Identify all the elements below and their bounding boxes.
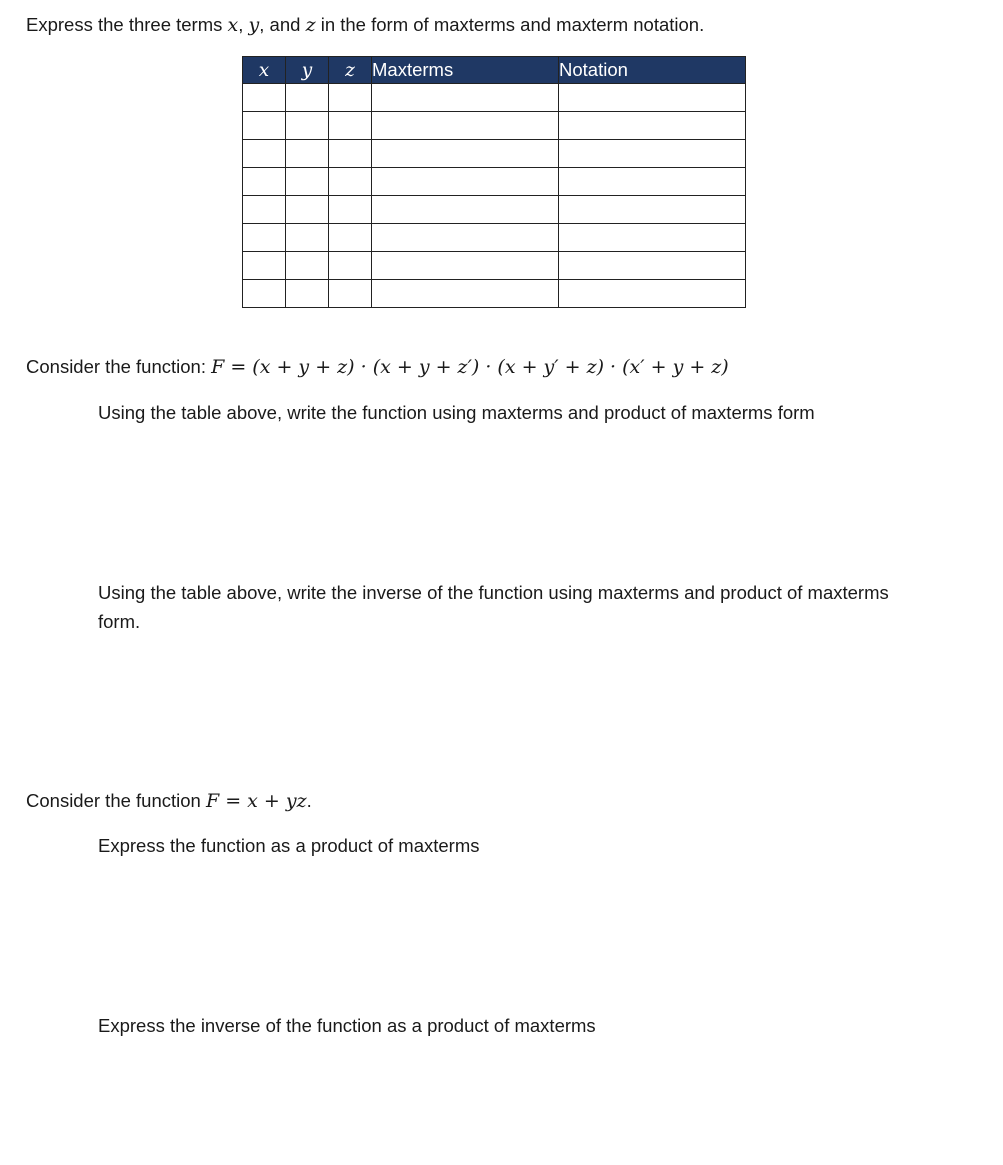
function-label: Consider the function:: [26, 356, 212, 377]
maxterm-cell[interactable]: [372, 84, 559, 112]
maxterm-cell[interactable]: [372, 112, 559, 140]
notation-cell[interactable]: [559, 252, 746, 280]
x-cell[interactable]: [243, 196, 286, 224]
separator: , and: [259, 14, 306, 35]
intro-text-end: in the form of maxterms and maxterm notation.: [315, 14, 705, 35]
question-2-text: [26, 352, 729, 382]
notation-cell[interactable]: [559, 84, 746, 112]
table-row: [243, 140, 746, 168]
z-cell[interactable]: [329, 112, 372, 140]
x-cell[interactable]: [243, 280, 286, 308]
x-cell[interactable]: [243, 224, 286, 252]
header-notation: Notation: [559, 57, 746, 84]
table-header-row: [243, 57, 746, 84]
y-cell[interactable]: [286, 112, 329, 140]
y-cell[interactable]: [286, 224, 329, 252]
z-cell[interactable]: [329, 84, 372, 112]
y-cell[interactable]: [286, 168, 329, 196]
separator: ,: [238, 14, 249, 35]
table-row: [243, 280, 746, 308]
table-row: [243, 252, 746, 280]
z-cell[interactable]: [329, 140, 372, 168]
z-cell[interactable]: [329, 280, 372, 308]
table-row: [243, 84, 746, 112]
x-cell[interactable]: [243, 140, 286, 168]
z-cell[interactable]: [329, 196, 372, 224]
question-3a-text: Express the function as a product of maxterms: [98, 835, 480, 856]
question-1-text: [26, 10, 704, 40]
header-x: x: [243, 57, 286, 84]
question-3b-text: Express the inverse of the function as a product of maxterms: [98, 1015, 596, 1036]
header-z: z: [329, 57, 372, 84]
intro-text: Express the three terms: [26, 14, 228, 35]
maxterm-cell[interactable]: [372, 196, 559, 224]
x-cell[interactable]: [243, 252, 286, 280]
table-row: [243, 224, 746, 252]
var-z: z: [305, 14, 316, 36]
header-y: y: [286, 57, 329, 84]
notation-cell[interactable]: [559, 224, 746, 252]
notation-cell[interactable]: [559, 112, 746, 140]
maxterm-table: [242, 56, 746, 308]
maxterm-cell[interactable]: [372, 168, 559, 196]
maxterm-cell[interactable]: [372, 140, 559, 168]
notation-cell[interactable]: [559, 140, 746, 168]
x-cell[interactable]: [243, 84, 286, 112]
question-2b-text: Using the table above, write the inverse of the function using maxterms and product of maxterms form.: [98, 582, 889, 632]
question-2a-text: Using the table above, write the function using maxterms and product of maxterms form: [98, 402, 815, 423]
maxterm-cell[interactable]: [372, 224, 559, 252]
y-cell[interactable]: [286, 252, 329, 280]
var-y: y: [248, 14, 260, 36]
function-formula: F = x + yz: [205, 790, 307, 812]
x-cell[interactable]: [243, 168, 286, 196]
maxterm-cell[interactable]: [372, 280, 559, 308]
table-row: [243, 196, 746, 224]
notation-cell[interactable]: [559, 168, 746, 196]
notation-cell[interactable]: [559, 196, 746, 224]
question-3-text: [26, 786, 312, 816]
function-formula: F = (x + y + z) · (x + y + z′) · (x + y′ + z) · (x′ + y + z): [211, 356, 729, 378]
maxterm-cell[interactable]: [372, 252, 559, 280]
y-cell[interactable]: [286, 196, 329, 224]
table-body: [243, 84, 746, 308]
z-cell[interactable]: [329, 252, 372, 280]
notation-cell[interactable]: [559, 280, 746, 308]
z-cell[interactable]: [329, 168, 372, 196]
z-cell[interactable]: [329, 224, 372, 252]
y-cell[interactable]: [286, 84, 329, 112]
y-cell[interactable]: [286, 140, 329, 168]
header-maxterms: Maxterms: [372, 57, 559, 84]
function-label: Consider the function: [26, 790, 206, 811]
table-row: [243, 168, 746, 196]
var-x: x: [227, 14, 239, 36]
y-cell[interactable]: [286, 280, 329, 308]
period: .: [306, 790, 312, 811]
table-row: [243, 112, 746, 140]
x-cell[interactable]: [243, 112, 286, 140]
